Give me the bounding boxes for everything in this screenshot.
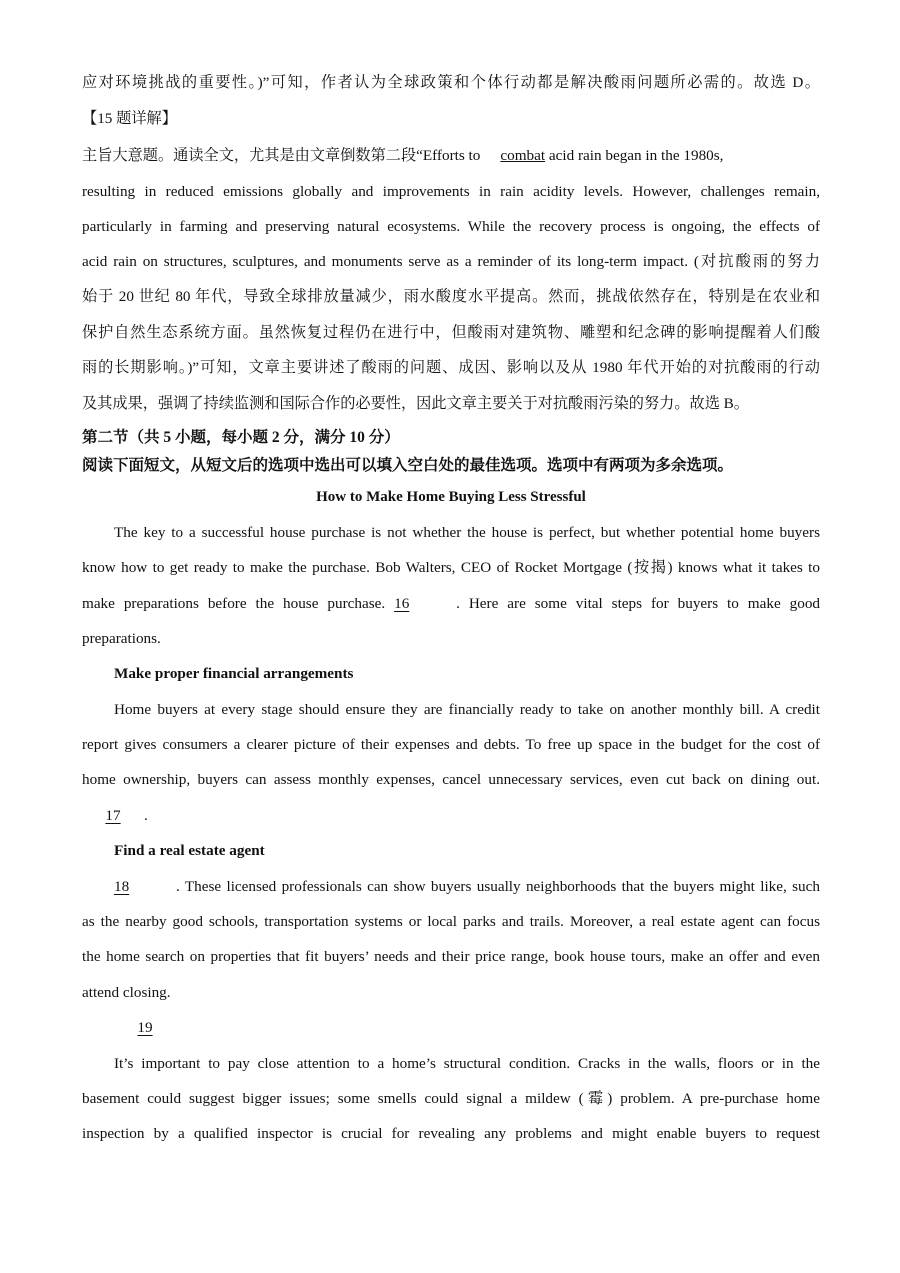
blank-16: 16	[394, 595, 410, 612]
section-heading: 第二节（共 5 小题，每小题 2 分，满分 10 分）	[82, 429, 400, 446]
blank-18: 18	[114, 878, 130, 895]
underlined-word: combat	[500, 147, 546, 164]
text-line: 及其成果，强调了持续监测和国际合作的必要性，因此文章主要关于对抗酸雨污染的努力。故选 B。	[82, 395, 749, 412]
question-15-heading: 【15 题详解】	[82, 110, 177, 127]
text-span: 主旨大意题。通读全文，尤其是由文章倒数第二段“Efforts to	[82, 147, 481, 164]
text-line: Home buyers at every stage should ensure they are financially ready to take on another monthly bill. A credit	[114, 701, 820, 718]
subheading-financial: Make proper financial arrangements	[114, 665, 354, 682]
text-line: preparations.	[82, 630, 161, 647]
section-instruction: 阅读下面短文，从短文后的选项中选出可以填入空白处的最佳选项。选项中有两项为多余选项。	[82, 457, 734, 474]
text-line: 应对环境挑战的重要性。)”可知，作者认为全球政策和个体行动都是解决酸雨问题所必需的。故选 D。	[82, 74, 820, 91]
text-line: basement could suggest bigger issues; some smells could signal a mildew (霉) problem. A pre-purchase home	[82, 1090, 820, 1107]
text-line	[82, 593, 820, 615]
text-line	[82, 876, 820, 898]
text-line: 雨的长期影响。)”可知，文章主要讲述了酸雨的问题、成因、影响以及从 1980 年代开始的对抗酸雨的行动	[82, 359, 820, 376]
text-line: as the nearby good schools, transportation systems or local parks and trails. Moreover, a real estate agent can focus	[82, 913, 820, 930]
text-line: the home search on properties that fit buyers’ needs and their price range, book house tours, make an offer and even	[82, 948, 820, 965]
passage-title: How to Make Home Buying Less Stressful	[316, 489, 586, 505]
text-line: attend closing.	[82, 984, 171, 1001]
text-span: . These licensed professionals can show buyers usually neighborhoods that the buyers might like, such	[176, 878, 820, 895]
blank-17: 17	[105, 807, 121, 824]
text-line	[82, 145, 820, 167]
text-line: inspection by a qualified inspector is crucial for revealing any problems and might enable buyers to request	[82, 1125, 820, 1142]
text-span: make preparations before the house purchase.	[82, 595, 395, 612]
text-line: resulting in reduced emissions globally and improvements in rain acidity levels. However, challenges remain,	[82, 183, 820, 200]
text-span: . Here are some vital steps for buyers to make good	[456, 595, 820, 612]
text-line: It’s important to pay close attention to a home’s structural condition. Cracks in the walls, floors or in the	[114, 1055, 820, 1072]
text-line	[82, 805, 820, 827]
text-span: .	[144, 807, 148, 824]
text-line: acid rain on structures, sculptures, and monuments serve as a reminder of its long-term impact. (对抗酸雨的努力	[82, 253, 820, 270]
text-span: acid rain began in the 1980s,	[545, 147, 724, 164]
text-line	[82, 1017, 820, 1039]
text-line: 始于 20 世纪 80 年代，导致全球排放量减少，雨水酸度水平提高。然而，挑战依然存在，特别是在农业和	[82, 288, 820, 305]
text-line: The key to a successful house purchase is not whether the house is perfect, but whether potential home buyers	[114, 524, 820, 541]
text-line: know how to get ready to make the purchase. Bob Walters, CEO of Rocket Mortgage (按揭) knows what it takes to	[82, 559, 820, 576]
blank-19: 19	[137, 1019, 153, 1036]
text-line: 保护自然生态系统方面。虽然恢复过程仍在进行中，但酸雨对建筑物、雕塑和纪念碑的影响提醒着人们酸	[82, 324, 820, 341]
text-line: particularly in farming and preserving natural ecosystems. While the recovery process is ongoing, the effects of	[82, 218, 820, 235]
text-line: report gives consumers a clearer picture of their expenses and debts. To free up space in the budget for the cost of	[82, 736, 820, 753]
text-line: home ownership, buyers can assess monthly expenses, cancel unnecessary services, even cut back on dining out.	[82, 771, 820, 788]
subheading-agent: Find a real estate agent	[114, 842, 265, 859]
